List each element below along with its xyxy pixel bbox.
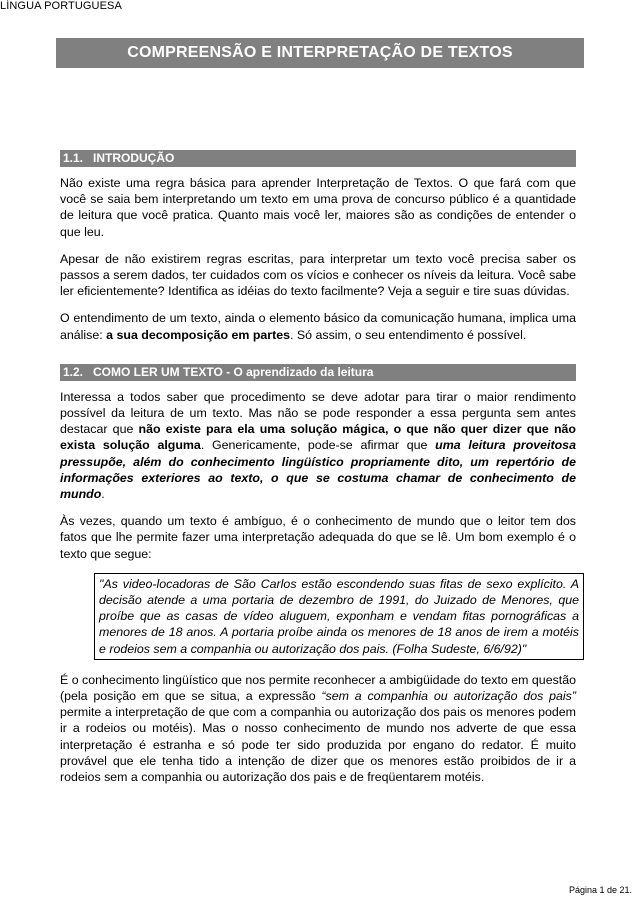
paragraph — [60, 310, 576, 342]
text-run: Interessa a todos saber que procedimento se deve adotar para tirar o maior rendimento possível da leitura de um texto. Mas não se pode responder a essa pergunta sem antes destacar que — [60, 389, 576, 437]
bold-text: a sua decomposição em partes — [106, 327, 291, 342]
text-run: É o conhecimento lingüístico que nos permite reconhecer a ambigüidade do texto em questão (pela posição em que se situa, a expressão — [60, 672, 576, 704]
page-number: Página 1 de 21. — [568, 885, 632, 895]
section-number: 1.1. — [63, 151, 84, 165]
italic-text: “sem a companhia ou autorização dos pais” — [321, 689, 576, 704]
section-heading-como-ler — [60, 364, 576, 381]
paragraph: Não existe uma regra básica para aprender Interpretação de Textos. O que fará com que você se saia bem interpretando um texto em uma prova de concurso público é a quantidade de leitura que você pratica. Quanto mais você ler, maiores são as condições de entender o que leu. — [60, 176, 576, 239]
section-title: INTRODUÇÃO — [93, 151, 175, 165]
bold-text: não existe para ela uma solução mágica, o que não quer dizer que não exista solução alguma — [60, 422, 576, 453]
section-number: 1.2. — [63, 364, 84, 379]
text-run: permite a interpretação de que com a companhia ou autorização dos pais os menores podem ir a rodeios ou motéis). Mas o nosso conhecimento de mundo nos adverte de que essa interpretação é estranha e só pode ter sido produzida por engano do redator. É muito provável que ele tenha tido a intenção de dizer que os menores estão proibidos de ir a rodeios sem a companhia ou autorização dos pais e de freqüentarem motéis. — [60, 705, 576, 785]
text-run: . Só assim, o seu entendimento é possível. — [290, 327, 527, 342]
quote-box: "As video-locadoras de São Carlos estão escondendo suas fitas de sexo explícito. A decisão atende a uma portaria de dezembro de 1991, do Juizado de Menores, que proíbe que as casas de vídeo aluguem, exponham e vendam fitas pornográficas a menores de 18 anos. A portaria proíbe ainda os menores de 18 anos de irem a motéis e rodeios sem a companhia ou autorização dos pais. (Folha Sudeste, 6/6/92)" — [94, 573, 584, 660]
section-heading-introducao — [60, 150, 576, 167]
paragraph — [60, 389, 576, 502]
paragraph: Às vezes, quando um texto é ambíguo, é o conhecimento de mundo que o leitor tem dos fatos que lhe permite fazer uma interpretação adequada do que se lê. Um bom exemplo é o texto que segue: — [60, 514, 576, 561]
section-title: COMO LER UM TEXTO - O aprendizado da leitura — [93, 364, 374, 379]
document-body — [60, 150, 579, 796]
paragraph — [60, 672, 576, 785]
text-run: O entendimento de um texto, ainda o elemento básico da comunicação humana, implica uma análise: — [60, 311, 576, 342]
text-run: . Genericamente, pode-se afirmar que — [200, 438, 436, 453]
text-run: . — [101, 487, 105, 502]
bold-italic-text: uma leitura proveitosa pressupõe, além do conhecimento lingüístico propriamente dito, um repertório de informações exteriores ao texto, o que se costuma chamar de conhecimento de mundo — [60, 438, 576, 502]
subject-label: LÍNGUA PORTUGUESA — [0, 0, 122, 12]
paragraph: Apesar de não existirem regras escritas, para interpretar um texto você precisa saber os passos a serem dados, ter cuidados com os vícios e conhecer os níveis da leitura. Você sabe ler eficientemente? Identifica as idéias do texto facilmente? Veja a seguir e tire suas dúvidas. — [60, 251, 576, 299]
page-title: COMPREENSÃO E INTERPRETAÇÃO DE TEXTOS — [56, 38, 584, 68]
